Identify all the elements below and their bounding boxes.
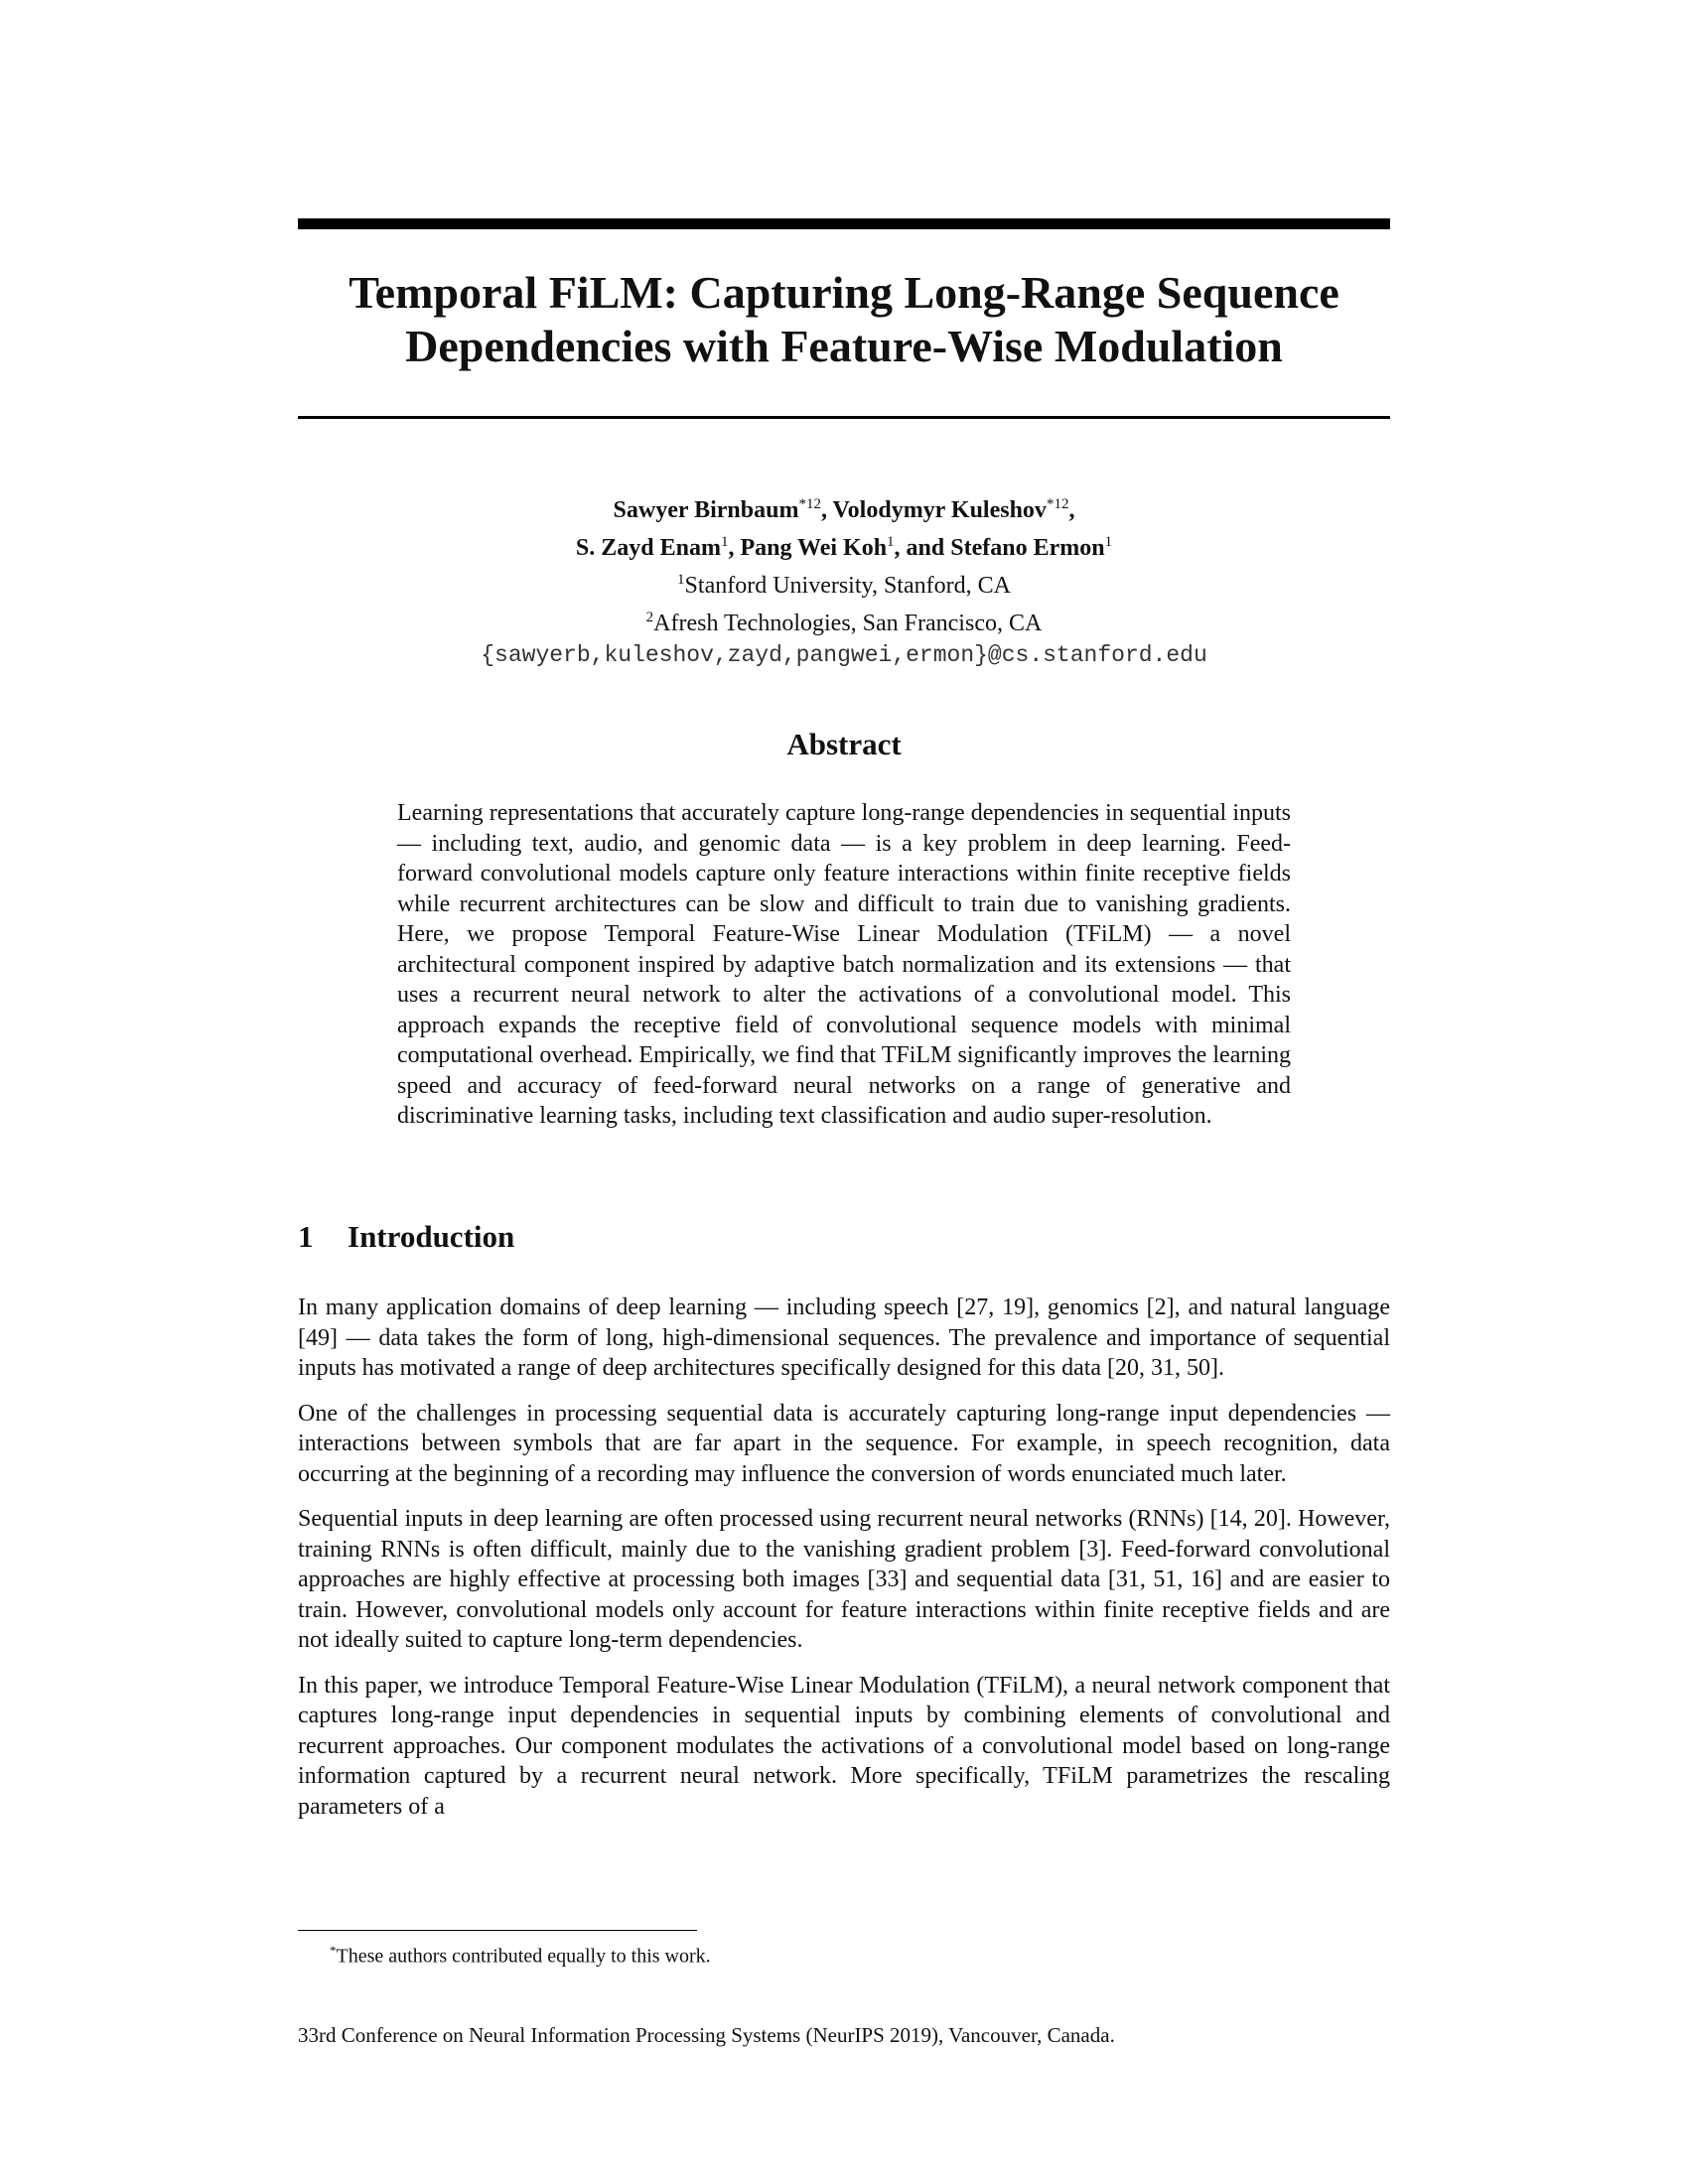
title-line-2: Dependencies with Feature-Wise Modulation bbox=[405, 321, 1283, 371]
author-affil-mark: 1 bbox=[1104, 534, 1113, 550]
affiliation: $^1$Stanford University, Stanford, CA bbox=[677, 572, 1011, 599]
footnote bbox=[330, 1938, 1323, 1970]
author-names-line-2: S. Zayd Enam$^1$, Pang Wei Koh$^1$, and Stefano Ermon$^1$ bbox=[575, 534, 1113, 561]
paragraph: One of the challenges in processing sequential data is accurately capturing long-range input dependencies — interactions between symbols that are far apart in the sequence. For example, in speech recognition, data occurring at the beginning of a recording may influence the conversion of words enunciated much later. bbox=[298, 1400, 1390, 1487]
title-bottom-rule bbox=[298, 416, 1390, 419]
section-heading-introduction bbox=[298, 1219, 1390, 1255]
footnote-rule bbox=[298, 1930, 697, 1931]
author-name: Stefano Ermon bbox=[950, 535, 1105, 561]
author-affil-mark: *12 bbox=[1046, 496, 1069, 512]
venue-footer: 33rd Conference on Neural Information Processing Systems (NeurIPS 2019), Vancouver, Canada. bbox=[298, 2023, 1115, 2047]
author-affil-mark: 1 bbox=[887, 534, 895, 550]
paragraph: Sequential inputs in deep learning are often processed using recurrent neural networks (RNNs) [14, 20]. However, training RNNs is often difficult, mainly due to the vanishing gradient problem [3]. Feed-forward convolutional approaches are highly effective at processing both images [33] and sequential data [31, 51, 16] and are easier to train. However, convolutional models only account for feature interactions within finite receptive fields and are not ideally suited to capture long-term dependencies. bbox=[298, 1506, 1390, 1653]
author-block bbox=[298, 488, 1390, 671]
abstract-heading: Abstract bbox=[786, 727, 902, 761]
author-name: Sawyer Birnbaum bbox=[613, 497, 799, 523]
author-conjunction: and bbox=[906, 535, 945, 561]
author-affil-mark: 1 bbox=[720, 534, 729, 550]
introduction-body bbox=[298, 1293, 1390, 1837]
section-number: 1 bbox=[298, 1219, 314, 1254]
author-names-line-1: Sawyer Birnbaum$^{*12}$, Volodymyr Kuleshov$^{*12}$, bbox=[613, 496, 1075, 523]
abstract-text: Learning representations that accurately capture long-range dependencies in sequential inputs — including text, audio, and genomic data — is a key problem in deep learning. Feed-forward convolutional models capture only feature interactions within finite receptive fields while recurrent architectures can be slow and difficult to train due to vanishing gradients. Here, we propose Temporal Feature-Wise Linear Modulation (TFiLM) — a novel architectural component inspired by adaptive batch normalization and its extensions — that uses a recurrent neural network to alter the activations of a convolutional model. This approach expands the receptive field of convolutional sequence models with minimal computational overhead. Empirically, we find that TFiLM significantly improves the learning speed and accuracy of feed-forward neural networks on a range of generative and discriminative learning tasks, including text classification and audio super-resolution. bbox=[397, 800, 1291, 1129]
title-line-1: Temporal FiLM: Capturing Long-Range Sequence bbox=[349, 267, 1339, 318]
paragraph: In this paper, we introduce Temporal Feature-Wise Linear Modulation (TFiLM), a neural network component that captures long-range input dependencies in sequential inputs by combining elements of convolutional and recurrent approaches. Our component modulates the activations of a convolutional model based on long-range information captured by a recurrent neural network. More specifically, TFiLM parametrizes the rescaling parameters of a bbox=[298, 1672, 1390, 1820]
author-name: Volodymyr Kuleshov bbox=[832, 497, 1047, 523]
author-affil-mark: *12 bbox=[798, 496, 821, 512]
title-top-rule bbox=[298, 218, 1390, 229]
affiliation: $^2$Afresh Technologies, San Francisco, CA bbox=[645, 610, 1043, 636]
footnote-text: These authors contributed equally to this work. bbox=[336, 1945, 711, 1968]
author-name: S. Zayd Enam bbox=[575, 535, 721, 561]
footnote-mark: * bbox=[330, 1943, 337, 1958]
paragraph: In many application domains of deep learning — including speech [27, 19], genomics [2], and natural language [49] — data takes the form of long, high-dimensional sequences. The prevalence and importance of sequential inputs has motivated a range of deep architectures specifically designed for this data [20, 31, 50]. bbox=[298, 1295, 1390, 1381]
paper-title bbox=[298, 266, 1390, 373]
section-title: Introduction bbox=[348, 1219, 515, 1254]
author-name: Pang Wei Koh bbox=[740, 535, 888, 561]
author-email: {sawyerb,kuleshov,zayd,pangwei,ermon}@cs.stanford.edu bbox=[481, 642, 1207, 668]
